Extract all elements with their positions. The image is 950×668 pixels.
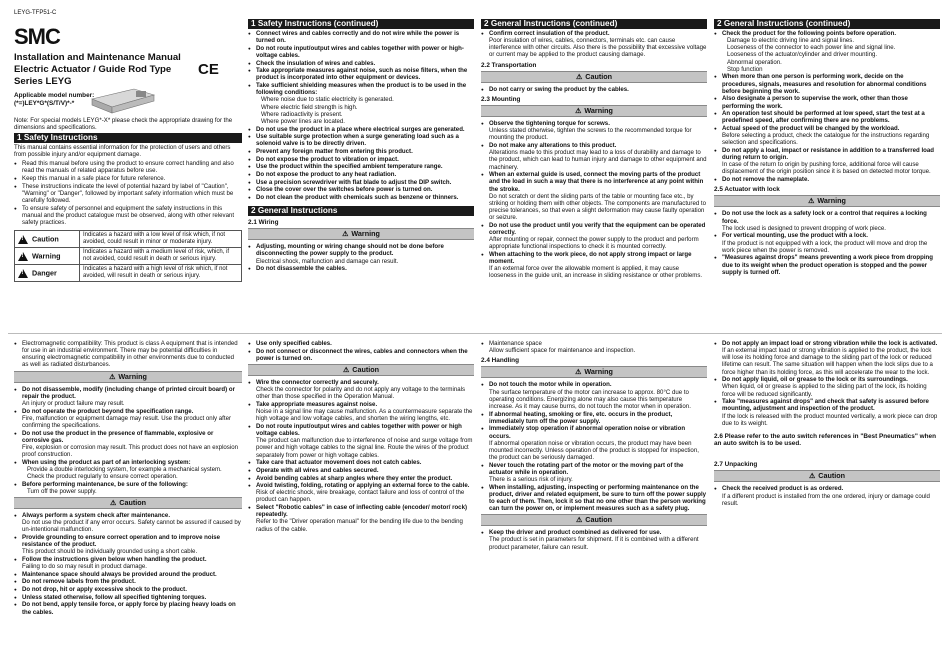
list-item: ● Do not touch the motor while in operation. The surface temperature of the motor can increase to approx. 80°C due to operating conditions. Energizing alone may also cause this temperature increase. As it may cause burns, do not touch the motor when in operation. <box>481 381 707 410</box>
warning-bar: ⚠ Warning <box>14 371 242 383</box>
list-item: ● Connect wires and cables correctly and do not wire while the power is turned on. <box>248 30 474 44</box>
applicable-model <box>14 92 94 108</box>
risk-label: Danger <box>32 268 57 278</box>
column-4-bottom <box>714 340 940 507</box>
product-image <box>88 85 158 115</box>
doc-code: LEYG-TFP51-C <box>14 10 57 16</box>
list-item: ● Do not route input/output wires and cables together with power or high voltage cables. The product can malfunction due to interference of noise and surge voltage from power and high voltage cables to the signal line. Route the wires of the product separately from power or high voltage cables. <box>248 423 474 459</box>
list-item: ● When attaching to the work piece, do not apply strong impact or large moment. If an external force over the allowable moment is applied, it may cause looseness in the guide unit, an increase in sliding resistance or other problems. <box>481 251 707 280</box>
caution-bar: ⚠ Caution <box>14 497 242 509</box>
section-header: 2 General Instructions (continued) <box>714 19 940 29</box>
section-header: 1 Safety Instructions (continued) <box>248 19 474 29</box>
section-header: 1 Safety Instructions <box>14 133 242 143</box>
warning-triangle-icon: ⚠ <box>342 231 349 239</box>
list-item: ● Check the insulation of wires and cables. <box>248 60 474 67</box>
column-4-top <box>714 18 940 276</box>
list-item: ● Provide grounding to ensure correct operation and to improve noise resistance of the product. This product should be individually grounded using a short cable. <box>14 534 242 555</box>
list-item: ● Use only specified cables. <box>248 340 474 347</box>
list-item: ● Read this manual before using the product to ensure correct handling and also read the manuals of related apparatus before use. <box>14 160 242 174</box>
title-line: Electric Actuator / Guide Rod Type <box>14 64 172 75</box>
list-item: ● Do not remove the nameplate. <box>714 176 940 183</box>
column-3-bottom <box>481 340 707 551</box>
warning-triangle-icon: ⚠ <box>575 517 583 525</box>
list-item: ● Use a precision screwdriver with flat blade to adjust the DIP switch. <box>248 179 474 186</box>
warning-bar: ⚠ Warning <box>248 228 474 240</box>
caution-bar: ⚠ Caution <box>248 364 474 376</box>
section-header: 2 General Instructions (continued) <box>481 19 707 29</box>
list-item: ● When using the product as part of an interlocking system: Provide a double interlocking system, for example a mechanical system. Check the product regularly to ensure correct operation. <box>14 459 242 480</box>
warning-triangle-icon <box>18 252 28 261</box>
warning-triangle-icon <box>18 235 28 244</box>
warning-triangle-icon: ⚠ <box>575 369 582 377</box>
manual-title <box>14 52 204 88</box>
ce-mark: CE <box>198 61 219 78</box>
intro-text: This manual contains essential information for the protection of users and others from possible injury and/or equipment damage. <box>14 144 231 159</box>
list-item: ● Do not apply an impact load or strong vibration while the lock is activated. If an external impact load or strong vibration is applied to the product, the lock will lose its holding force and damage to the sliding part of the lock or reduced lifetime can result. The same situation will happen when the lock slips due to a force higher than its holding force, as this will accelerate the wear to the lock. <box>714 340 940 376</box>
list-item: ● Take sufficient shielding measures when the product is to be used in the following conditions: Where noise due to static electricity is generated. Where electric field strength is high. Where radioactivity is present. Where power lines are located. <box>248 82 474 125</box>
warning-triangle-icon: ⚠ <box>575 73 583 81</box>
subsection-title: 2.6 Please refer to the auto switch references in "Best Pneumatics" when an auto switch is to be used. <box>714 432 936 448</box>
warning-triangle-icon: ⚠ <box>808 473 816 481</box>
list-item: ● Check the received product is as ordered. If a different product is installed from the one ordered, injury or damage could result. <box>714 485 940 506</box>
list-item: ● Use the product within the specified ambient temperature range. <box>248 163 474 170</box>
warning-bar: ⚠ Warning <box>481 105 707 117</box>
column-2-bottom <box>248 340 474 533</box>
list-item: ● Immediately stop operation if abnormal operation noise or vibration occurs. If abnormal operation noise or vibration occurs, the product may have been mounted incorrectly. Unless operation of the product is stopped for inspection, the product can be seriously damaged. <box>481 425 707 461</box>
list-item: ● An operation test should be performed at low speed, start the test at a predefined speed, after confirming there are no problems. <box>714 110 940 124</box>
list-item: ● Do not clean the product with chemicals such as benzene or thinners. <box>248 194 474 201</box>
page-divider <box>8 333 942 334</box>
risk-text: Indicates a hazard with a low level of risk which, if not avoided, could result in minor or moderate injury. <box>80 231 242 248</box>
list-item: ● Do not apply a load, impact or resistance in addition to a transferred load during return to origin. In case of the return to origin by pushing force, additional force will cause displacement of the origin position since it is based on detected motor torque. <box>714 147 940 176</box>
list-item: ● For vertical mounting, use the product with a lock. If the product is not equipped with a lock, the product will move and drop the work piece when the power is removed. <box>714 232 940 253</box>
list-item: ● Do not carry or swing the product by the cables. <box>481 86 707 93</box>
list-item: ● Avoid twisting, folding, rotating or applying an external force to the cable. Risk of electric shock, wire breakage, contact failure and loss of control of the product can happen. <box>248 482 474 503</box>
warning-bar: ⚠ Warning <box>714 195 940 207</box>
list-item: ● Do not bend, apply tensile force, or apply force by placing heavy loads on the cables. <box>14 601 242 615</box>
list-item: ● Always perform a system check after maintenance. Do not use the product if any error occurs. Safety cannot be assured if caused by un-intentional malfunction. <box>14 512 242 533</box>
warning-triangle-icon: ⚠ <box>109 499 117 507</box>
applicable-model-code: (*=)LEY*G*(S/T/V)*-* <box>14 100 75 107</box>
warning-triangle-icon: ⚠ <box>342 366 350 374</box>
list-item: ● Check the product for the following points before operation. Damage to electric driving line and signal lines. Looseness of the connector to each power line and signal line. Looseness of the actuator/cylinder and driver mounting. Abnormal operation. Stop function <box>714 30 940 73</box>
list-item: ● Prevent any foreign matter from entering this product. <box>248 148 474 155</box>
list-item: ● Maintenance space Allow sufficient space for maintenance and inspection. <box>481 340 707 354</box>
title-line: Series LEYG <box>14 76 72 87</box>
table-row <box>15 231 242 248</box>
list-item: ● Never touch the rotating part of the motor or the moving part of the actuator while in operation. There is a serious risk of injury. <box>481 462 707 483</box>
list-item: ● Do not connect or disconnect the wires, cables and connectors when the power is turned on. <box>248 348 474 362</box>
list-item: ● Operate with all wires and cables secured. <box>248 467 474 474</box>
warning-triangle-icon: ⚠ <box>575 108 582 116</box>
list-item: ● Observe the tightening torque for screws. Unless stated otherwise, tighten the screws to the recommended torque for mounting the product. <box>481 120 707 141</box>
list-item: ● Do not use the product in a place where electrical surges are generated. <box>248 126 474 133</box>
list-item: ● Select "Robotic cables" in case of inflecting cable (encoder/ motor/ rock) repeatedly. Refer to the "Driver operation manual" for the bending life due to the bending radius of the cable. <box>248 504 474 533</box>
table-row <box>15 265 242 282</box>
list-item: ● Follow the instructions given below when handling the product. Failing to do so may result in product damage. <box>14 556 242 570</box>
list-item: ● Before performing maintenance, be sure of the following: Turn off the power supply. <box>14 481 242 495</box>
list-item: ● Keep the driver and product combined as delivered for use. The product is set in parameters for shipment. If it is combined with a different product parameter, failure can result. <box>481 529 707 550</box>
table-row <box>15 248 242 265</box>
special-note: Note: For special models LEYG*-X* please check the appropriate drawing for the dimensions and specifications. <box>14 117 233 132</box>
subsection-title: 2.4 Handling <box>481 357 519 365</box>
column-1-top <box>14 132 242 282</box>
list-item: ● Also designate a person to supervise the work, other than those performing the work. <box>714 95 940 109</box>
list-item: ● Do not apply liquid, oil or grease to the lock or its surroundings. When liquid, oil or grease is applied to the sliding part of the lock, its holding force will be reduced significantly. <box>714 376 940 397</box>
subsection-title: 2.2 Transportation <box>481 61 537 69</box>
section-header: 2 General Instructions <box>248 206 474 216</box>
column-1-bottom <box>14 340 242 616</box>
list-item: ● Do not remove labels from the product. <box>14 578 242 585</box>
list-item: ● Adjusting, mounting or wiring change should not be done before disconnecting the power supply to the product. Electrical shock, malfunction and damage can result. <box>248 243 474 264</box>
subsection-title: 2.1 Wiring <box>248 219 279 227</box>
list-item: ● Do not make any alterations to this product. Alterations made to this product may lead to a loss of durability and damage to the product, which can lead to human injury and damage to other equipment and machinery. <box>481 142 707 171</box>
list-item: ● Take care that actuator movement does not catch cables. <box>248 459 474 466</box>
subsection-title: 2.3 Mounting <box>481 95 521 103</box>
list-item: ● Electromagnetic compatibility: This product is class A equipment that is intended for use in an industrial environment. There may be potential difficulties in ensuring electromagnetic compatibility in other environments due to conducted as well as radiated disturbances. <box>14 340 242 369</box>
list-item: ● Do not use the product until you verify that the equipment can be operated correctly. After mounting or repair, connect the power supply to the product and perform appropriate functional inspections to check it is mounted correctly. <box>481 222 707 251</box>
risk-label: Caution <box>32 234 59 244</box>
applicable-label: Applicable model number: <box>14 92 95 99</box>
caution-bar: ⚠ Caution <box>481 514 707 526</box>
smc-logo: SMC <box>14 24 60 49</box>
list-item: ● Do not expose the product to any heat radiation. <box>248 171 474 178</box>
list-item: ● Keep this manual in a safe place for future reference. <box>14 175 242 182</box>
warning-triangle-icon <box>18 269 28 278</box>
list-item: ● Use suitable surge protection when a surge generating load such as a solenoid valve is to be directly driven. <box>248 133 474 147</box>
list-item: ● Confirm correct insulation of the product. Poor insulation of wires, cables, connectors, terminals etc. can cause interference with other circuits. Also there is the possibility that excessive voltage or current may be applied to the product causing damage. <box>481 30 707 59</box>
list-item: ● To ensure safety of personnel and equipment the safety instructions in this manual and the product catalogue must be observed, along with other relevant safety practices. <box>14 205 242 226</box>
list-item: ● When more than one person is performing work, decide on the procedures, signals, measures and resolution for abnormal conditions before beginning the work. <box>714 73 940 94</box>
list-item: ● Do not disassemble, modify (including change of printed circuit board) or repair the product. An injury or product failure may result. <box>14 386 242 407</box>
list-item: ● These instructions indicate the level of potential hazard by label of "Caution", "Warning" or "Danger", followed by important safety information which must be carefully followed. <box>14 183 242 204</box>
risk-table <box>14 230 242 282</box>
list-item: ● Close the cover over the switches before power is turned on. <box>248 186 474 193</box>
list-item: ● Do not route input/output wires and cables together with power or high-voltage cables. <box>248 45 474 59</box>
column-2-top <box>248 18 474 273</box>
list-item: ● Take appropriate measures against noise, such as noise filters, when the product is incorporated into other equipment or devices. <box>248 67 474 81</box>
title-line: Installation and Maintenance Manual <box>14 52 181 63</box>
list-item: ● Do not operate the product beyond the specification range. Fire, malfunction or equipment damage may result. Use the product only after confirming the specifications. <box>14 408 242 429</box>
caution-bar: ⚠ Caution <box>481 71 707 83</box>
list-item: ● Unless stated otherwise, follow all specified tightening torques. <box>14 594 242 601</box>
list-item: ● Do not disassemble the cables. <box>248 265 474 272</box>
subsection-title: 2.5 Actuator with lock <box>714 186 780 194</box>
risk-text: Indicates a hazard with a high level of risk which, if not avoided, will result in death or serious injury. <box>80 265 242 282</box>
warning-bar: ⚠ Warning <box>481 366 707 378</box>
list-item: ● Do not use the product in the presence of flammable, explosive or corrosive gas. Fire, explosion or corrosion may result. This product does not have an explosion proof construction. <box>14 430 242 459</box>
list-item: ● Maintenance space should always be provided around the product. <box>14 571 242 578</box>
list-item: ● Actual speed of the product will be changed by the workload. Before selecting a product, check the catalogue for the instructions regarding selection and specifications. <box>714 125 940 146</box>
list-item: ● Do not use the lock as a safety lock or a control that requires a locking force. The lock used is designed to prevent dropping of work piece. <box>714 210 940 231</box>
list-item: ● When installing, adjusting, inspecting or performing maintenance on the product, driver and related equipment, be sure to turn off the power supply to each of them. Then, lock it so that no one other than the person working can turn the power on, or implement measures such as a safety plug. <box>481 484 707 513</box>
warning-triangle-icon: ⚠ <box>109 373 116 381</box>
list-item: ● Take "measures against drops" and check that safety is assured before mounting, adjustment and inspection of the product. If the lock is released with the product mounted vertically, a work piece can drop due to its weight. <box>714 398 940 427</box>
list-item: ● Avoid bending cables at sharp angles where they enter the product. <box>248 475 474 482</box>
list-item: ● "Measures against drops" means preventing a work piece from dropping due to its weight when the product operation is stopped and the power supply is turned off. <box>714 254 940 275</box>
risk-text: Indicates a hazard with a medium level of risk, which, if not avoided, could result in death or serious injury. <box>80 248 242 265</box>
list-item: ● When an external guide is used, connect the moving parts of the product and the load in such a way that there is no interference at any point within the stroke. Do not scratch or dent the sliding parts of the table or mounting face etc., by striking or holding them with other objects. The components are manufactured to precise tolerances, so that even a slight deformation may cause faulty operation or seizure. <box>481 171 707 221</box>
warning-triangle-icon: ⚠ <box>808 198 815 206</box>
list-item: ● Take appropriate measures against noise. Noise in a signal line may cause malfunction. As a countermeasure separate the high voltage and low voltage cables, and shorten the wiring lengths, etc. <box>248 401 474 422</box>
caution-bar: ⚠ Caution <box>714 470 940 482</box>
list-item: ● Do not drop, hit or apply excessive shock to the product. <box>14 586 242 593</box>
column-3-top <box>481 18 707 280</box>
list-item: ● If abnormal heating, smoking or fire, etc. occurs in the product, immediately turn off the power supply. <box>481 411 707 425</box>
subsection-title: 2.7 Unpacking <box>714 461 758 469</box>
list-item: ● Wire the connector correctly and securely. Check the connector for polarity and do not apply any voltage to the terminals other than those specified in the Operation Manual. <box>248 379 474 400</box>
risk-label: Warning <box>32 251 61 261</box>
list-item: ● Do not expose the product to vibration or impact. <box>248 156 474 163</box>
